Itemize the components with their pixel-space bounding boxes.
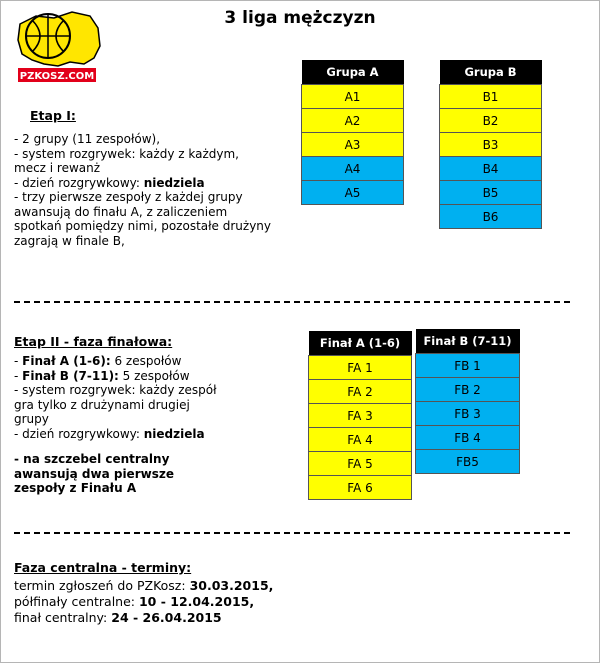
table-cell: B3 [440,133,542,157]
central-dates: termin zgłoszeń do PZKosz: 30.03.2015, półfinały centralne: 10 - 12.04.2015, finał centralny: 24 - 26.04.2015 [14,578,274,625]
central-heading: Faza centralna - terminy: [14,560,192,575]
group-a-header: Grupa A [302,60,404,85]
table-cell: FA 2 [309,380,412,404]
group-b-table [439,60,542,229]
table-cell: B5 [440,181,542,205]
stage1-heading: Etap I: [30,108,76,123]
table-cell: FB 4 [416,426,520,450]
table-cell: A5 [302,181,404,205]
table-cell: B1 [440,85,542,109]
table-cell: FB5 [416,450,520,474]
pzkosz-logo[interactable] [14,6,104,86]
stage2-heading: Etap II - faza finałowa: [14,334,173,349]
table-cell: A1 [302,85,404,109]
table-cell: A4 [302,157,404,181]
section-divider [14,301,570,303]
stage1-description: - 2 grupy (11 zespołów), - system rozgrywek: każdy z każdym, mecz i rewanż - dzień rozgrywkowy: niedziela - trzy pierwsze zespoły z każdej grupy awansują do finału A, z zaliczeniem spotkań pomiędzy nimi, pozostałe drużyny zagrają w finale B, [14,132,271,248]
table-cell: FA 5 [309,452,412,476]
stage1-day: niedziela [143,175,205,190]
group-b-header: Grupa B [440,60,542,85]
poland-map-shape [18,12,100,66]
stage2-description: - Finał A (1-6): 6 zespołów - Finał B (7-11): 5 zespołów - system rozgrywek: każdy zespół gra tylko z drużynami drugiej grupy - dzień rozgrywkowy: niedziela [14,354,217,441]
table-cell: FB 1 [416,354,520,378]
table-cell: FB 3 [416,402,520,426]
table-cell: FA 1 [309,356,412,380]
stage2-note: - na szczebel centralny awansują dwa pierwsze zespoły z Finału A [14,452,174,495]
final-a-header: Finał A (1-6) [309,331,412,356]
table-cell: FB 2 [416,378,520,402]
group-a-table [301,60,404,205]
logo-text: PZKOSZ.COM [19,71,95,82]
final-b-header: Finał B (7-11) [416,329,520,354]
table-cell: A3 [302,133,404,157]
section-divider [14,532,570,534]
table-cell: FA 6 [309,476,412,500]
table-cell: B4 [440,157,542,181]
stage2-day: niedziela [143,426,205,441]
table-cell: FA 3 [309,404,412,428]
table-cell: FA 4 [309,428,412,452]
table-cell: A2 [302,109,404,133]
page-title: 3 liga mężczyzn [224,8,376,28]
final-b-table [415,329,520,474]
table-cell: B2 [440,109,542,133]
final-a-table [308,331,412,500]
table-cell: B6 [440,205,542,229]
